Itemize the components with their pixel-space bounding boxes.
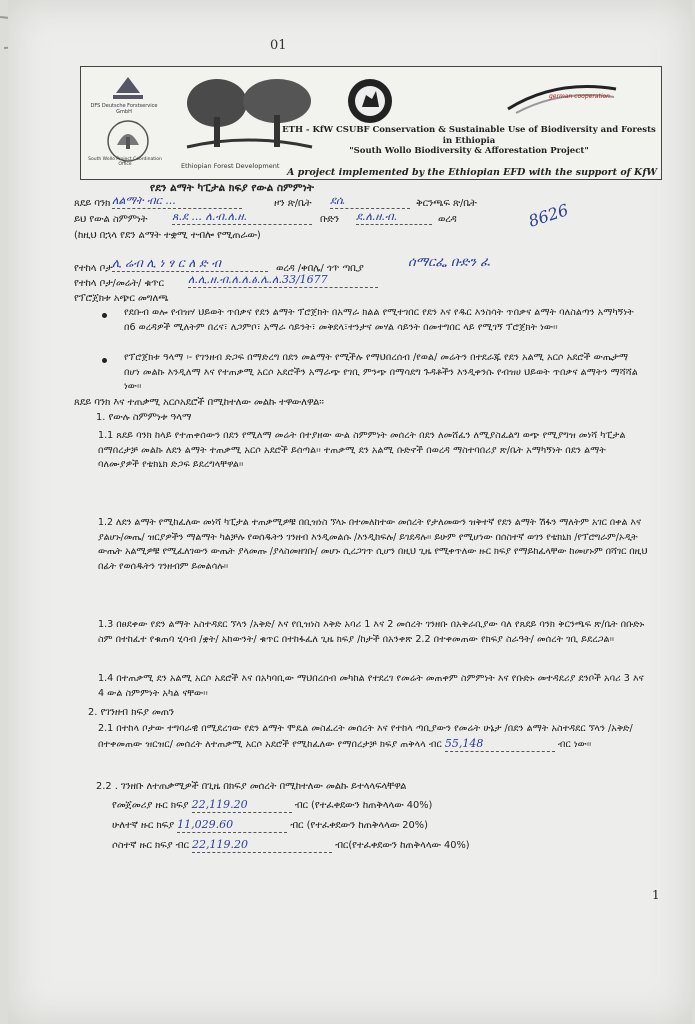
agreement-handwritten-value: ጸ.ደ ... ለ.ብ.ለ.ዘ. — [172, 210, 312, 225]
payment-note: ብር (የተፈቀደውን ከጠቅላላው 20%) — [290, 820, 428, 831]
payment-row — [112, 818, 428, 833]
dfs-name: DFS Deutsche Forstservice GmbH — [90, 103, 158, 115]
clause-1-4: 1.4 በተጠቃሚ ደን አልሚ አርሶ አደሮች እና በአካባቢው ማህበረሰብ መካከል የተደረገ የመሬት መጠቀም ስምምነት እና የቡድኑ መተዳደሪያ ደንቦች አባሪ 3 እና 4 ውል ስምምነት አካል ናቸው፡፡ — [98, 673, 644, 699]
kebele-label: ወረዳ /ቀበሌ/ ጎጥ ጣቢያ — [276, 263, 364, 274]
bank-handwritten — [112, 194, 242, 209]
project-description: የደቡብ ወሎ የብዝሃ ህይወት ጥበቃና የደን ልማት ፕሮጀክት በአማራ ክልል የሚተገበር የደን እና የዱር እንስሳት ጥበቃና ልማት ባለስልጣን አማካኝነት በ6 ወረዳዎች ሚለትም በረና፣ ለጋምቦ፣ አማራ ሳይንት፣ መቅደላ፣ተንታና መሃል ሳይንት በመተግበር ላይ የሚገኝ ፕሮጀክት ነው፡፡ — [124, 307, 634, 333]
payment-amount-handwritten — [192, 798, 292, 811]
document-title: የደን ልማት ካፒታል ክፍያ የውል ስምምነት — [150, 182, 314, 194]
project-title — [277, 125, 661, 157]
payment-label: ሁለተኛ ዙር ክፍያ — [112, 820, 175, 831]
payment-label: ሶስተኛ ዙር ክፍያ ብር — [112, 840, 189, 851]
total-amount-value: 55,148 — [445, 737, 555, 753]
ethiopia-emblem-icon — [346, 77, 394, 125]
bullet-point — [102, 313, 107, 318]
group-handwritten — [356, 210, 432, 225]
agreement-label: ይህ የውል ስምምነት — [74, 214, 148, 225]
southwollo-office: South Wollo Project Coordination Office — [88, 157, 162, 167]
planting-site-label: የተከላ ቦታ — [74, 263, 113, 274]
payment-label: የመጀመሪያ ዙር ክፍያ — [112, 800, 189, 811]
district-label: ወረዳ — [438, 214, 457, 225]
zone-handwritten-value: ደሴ — [330, 194, 410, 209]
payment-note: ብር(የተፈቀደውን ከጠቅላላው 40%) — [335, 840, 470, 851]
bullet-point — [102, 358, 107, 363]
payment-amount-handwritten — [192, 838, 332, 851]
total-amount-handwritten — [445, 737, 555, 750]
implemented-by: A project implemented by the Ethiopian EFD with the support of KfW — [287, 167, 658, 178]
kebele-handwritten: ሰማርፌ ቡድን ፈ — [408, 255, 490, 270]
branch-office-label: ቅርንጫፍ ጽ/ቤት — [416, 198, 477, 209]
planting-site-handwritten — [112, 256, 268, 272]
document-page — [8, 0, 692, 1024]
project-summary-heading: የፕሮጀክቱ አጭር መግለጫ — [74, 293, 169, 304]
clause-2-2: 2.2 . ገንዘቡ ለተጠቃሚዎች በጊዜ በክፍያ መሰረት በሚከተለው መልኩ ይተላላፍላቸዋል — [96, 781, 407, 792]
zone-office-label: ዞን ጽ/ቤት — [274, 198, 312, 209]
project-quote: "South Wollo Biodiversity & Afforestation Project" — [349, 146, 589, 156]
planting-site-handwritten-value: ሊ ሬብ ሊ ነ ፃ ር ለ ድ ብ — [112, 256, 268, 272]
bank-label: ጸደይ ባንክ — [74, 198, 111, 209]
group-handwritten-value: ደ.ለ.ዘ.ብ. — [356, 210, 432, 225]
payment-row — [112, 798, 432, 813]
bank-handwritten-value: ለልማት ብር ... — [112, 194, 242, 209]
clause-2-1-text: 2.1 በተከላ ቦታው ተግባራዊ በሚደረገው የደን ልማት ሞዴል መስፈረት መሰረት እና የተከላ ጣቢያውን የመሬት ሁኔታ /በደን ልማት አስተዳደር ኘላን /አቅድ/ በተቀመጠው ዝርዝር/ መሰረት ለተጠቃሚ አርሶ አደሮች የሚከፈለው የማበረታቻ ክፍያ ጠቅላላ ብር — [98, 723, 633, 750]
clause-1-2: 1.2 ለደን ልማት የሚከፈለው መነሻ ካፒታል ተጠቃሚዎቹ በቢዝነስ ኘላኑ በተመለከተው መሰረት የታለመውን ዝቅተኛ የደን ልማት ሽፋን ማለትም አገር በቀል እና ያልሆኑ/መጤ/ ዝርያዎችን ማልማት ካልቻሉ የወሰዱትን ገንዘብ እንዲመልሱ /እንዲከፍሉ/ ይገደዳሉ፡፡ ይሁም የሚሆነው በሰስተኛ ወገን የቴክኒክ /የፕሮግራም/ኦዲት ውጤት አልሚዎቹ የሚፈለገውን ውጤት ያላመጡ /ያላስመዘገቡ/ መሆኑ ሲረጋገጥ ሲሆን በዚህ ጊዜ የሚቀጥለው ዙር ክፍያ የማይከፈላቸው ከመሆኑም በሻገር በዚህ በፊት የወሰዱትን ገንዘብም ይመልሳሉ፡፡ — [98, 517, 648, 572]
section2-title: 2. የገንዘብ ክፍያ መጠን — [88, 707, 175, 718]
payment-amount: 11,029.60 — [177, 818, 287, 833]
agreement-handwritten — [172, 210, 312, 225]
german-coop-text: german cooperation — [549, 93, 610, 100]
project-objective: የፕሮጀክቱ ዓላማ ፡- የገንዘብ ድጋፍ በማድረግ በደን መልማት የሚችሉ የማህበረሰብ /የወል/ መሬትን በተደራጁ የደን አልሚ አርሶ አደሮች ውጤታማ በሆነ መልኩ እንዲለማ እና የተጠቃሚ አርሶ አደሮችን አማራጭ የገቢ ምንጭ በማሳደግ ጉዳቶችን እንዲቀንሱ የብዝሀ ህይወት ጥበቃና ልማትን ማሻሻል ነው፡፡ — [124, 352, 638, 392]
page-mark: 01 — [270, 38, 287, 53]
site-number-label: የተከላ ቦታ/መሬት/ ቁጥር — [74, 278, 164, 289]
section1-title: 1. የውሉ ስምምነቱ ዓላማ — [96, 412, 192, 423]
letterhead — [80, 66, 662, 180]
payment-amount: 22,119.20 — [192, 798, 292, 813]
payment-note: ብር (የተፈቀደውን ከጠቅላላው 40%) — [294, 800, 433, 811]
page-number: 1 — [652, 888, 660, 902]
parties-intro: ጸደይ ባንክ እና ተጠቃሚ አርሶአደሮች በሚከተለው መልኩ ተዋውለዋል፡፡ — [74, 397, 324, 408]
site-number-handwritten — [188, 273, 378, 288]
zone-handwritten — [330, 194, 410, 209]
clause-1-3: 1.3 በፀደቀው የደን ልማት አስተዳደር ኘላን /አቅድ/ እና የቢዝነስ እቅድ አባሪ 1 እና 2 መሰረት ገንዘቡ በአቅራቢያው ባለ የጸደይ ባንክ ቅርንጫፍ ጽ/ቤት በቡድኑ ስም በተከፈተ የቁጠባ ሂሳብ /ቋት/ አከውንት/ ቁጥር በተከፋፈለ ጊዜ ክፍያ /ከታች በአንቀጽ 2.2 በተቀመጠው የክፍያ ስራዓት/ መሰረት ገቢ ይደረጋል፡፡ — [98, 619, 645, 645]
payment-amount-handwritten — [177, 818, 287, 831]
payment-amount: 22,119.20 — [192, 838, 332, 853]
payment-row — [112, 838, 470, 853]
clause-2-1-end: ብር ነው፡፡ — [557, 738, 592, 750]
site-number-handwritten-value: ለ.ሊ.ዘ.ብ.ለ.ለ.ፅ.ሌ.ለ.33/1677 — [188, 273, 378, 288]
group-label: ቡድን — [320, 214, 339, 225]
project-title-line: ETH - KfW CSUBF Conservation & Sustainable Use of Biodiversity and Forests in Ethiopia — [282, 125, 656, 146]
beneficiary-note: (ከዚህ በኋላ የደን ልማት ተቋሚ ተብሎ የሚጠራው) — [74, 230, 261, 241]
efd-caption: Ethiopian Forest Development — [181, 162, 280, 170]
clause-2-1 — [98, 722, 646, 752]
clause-1-1: 1.1 ጸደይ ባንክ ከላይ የተጠቀሰውን በደን የሚለማ መሬት በተያዘው ውል ስምምነት መሰረት በደን ለመሸፈን ለሚያስፈልግ ወጭ የሚያግዝ መነሻ ካፒታል በማበረታቻ መልኩ ለደን ልማት ተጠቃሚ አርሶ አደሮች ይሰጣል፡፡ ተጠቃሚ ደን አልሚ ቡድኖች በወረዳ ማስተባበሪያ ጽ/ቤት አማካኝነት በደን ልማት ባለሙያዎች የቴክኒክ ድጋፍ ይደረግላቸዋል፡፡ — [98, 430, 626, 470]
margin-note: 8626 — [526, 200, 571, 231]
